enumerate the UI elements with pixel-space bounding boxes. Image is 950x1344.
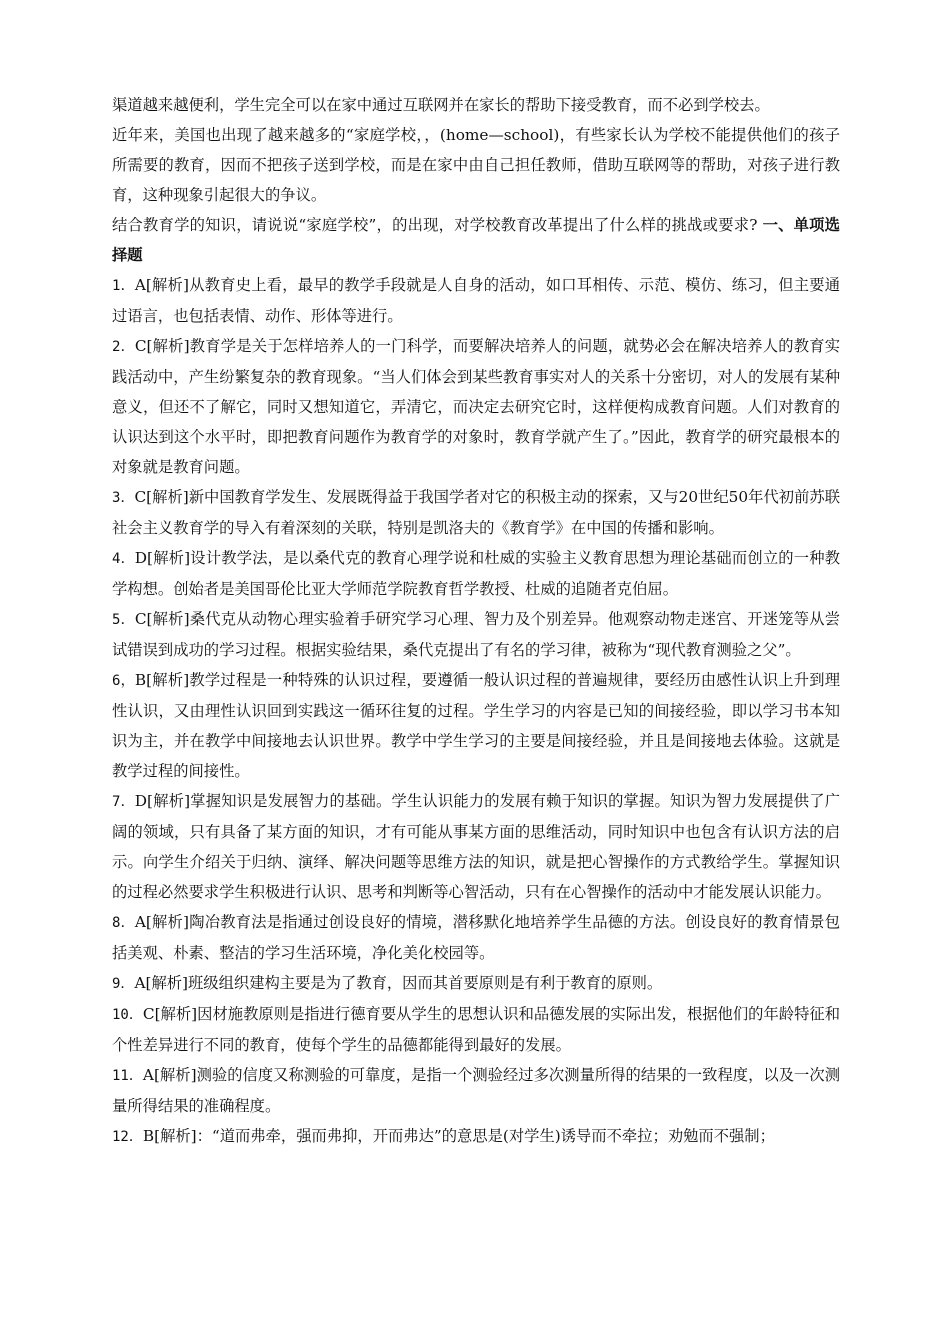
intro-line-1: 渠道越来越便利，学生完全可以在家中通过互联网并在家长的帮助下接受教育，而不必到学校去。 [112,96,770,114]
answer-item [112,968,840,999]
answer-text: A[解析]测验的信度又称测验的可靠度，是指一个测验经过多次测量所得的结果的一致程度，以及一次测量所得结果的准确程度。 [112,1066,840,1115]
answer-item [112,331,840,482]
answer-number: 9． [112,976,135,992]
answer-number: 11． [112,1068,143,1084]
answer-number: 3． [112,490,135,506]
answer-number: 8． [112,915,135,931]
answer-text: D[解析]设计教学法，是以桑代克的教育心理学说和杜威的实验主义教育思想为理论基础而创立的一种教学构想。创始者是美国哥伦比亚大学师范学院教育哲学教授、杜威的追随者克伯屈。 [112,549,841,598]
answer-text: C[解析]教育学是关于怎样培养人的一门科学，而要解决培养人的问题，就势必会在解决培养人的教育实践活动中，产生纷繁复杂的教育现象。“当人们体会到某些教育事实对人的关系十分密切，对人的发展有某种意义，但还不了解它，同时又想知道它，弄清它，而决定去研究它时，这样便构成教育问题。人们对教育的认识达到这个水平时，即把教育问题作为教育学的对象时，教育学就产生了。”因此，教育学的研究最根本的对象就是教育问题。 [112,337,840,476]
answer-item [112,270,840,331]
section-heading: 一、单项选择题 [112,216,840,264]
answer-text: C[解析]桑代克从动物心理实验着手研究学习心理、智力及个别差异。他观察动物走迷宫、开迷笼等从尝试错误到成功的学习过程。根据实验结果，桑代克提出了有名的学习律，被称为“现代教育测验之父”。 [112,610,840,659]
answer-number: 10． [112,1007,143,1023]
answer-item [112,665,840,786]
answer-text: C[解析]因材施教原则是指进行德育要从学生的思想认识和品德发展的实际出发，根据他们的年龄特征和个性差异进行不同的教育，使每个学生的品德都能得到最好的发展。 [112,1005,840,1054]
answer-item [112,999,840,1060]
answer-number: 2． [112,339,135,355]
answer-item [112,786,840,907]
answer-number: 1． [112,278,135,294]
document-page [112,90,840,1152]
answer-text: A[解析]陶冶教育法是指通过创设良好的情境，潜移默化地培养学生品德的方法。创设良好的教育情景包括美观、朴素、整洁的学习生活环境，净化美化校园等。 [112,913,840,962]
answer-item [112,907,840,968]
intro-line-2: 近年来，美国也出现了越来越多的“家庭学校，，(home—school)，有些家长认为学校不能提供他们的孩子所需要的教育，因而不把孩子送到学校，而是在家中由自己担任教师，借助互联网等的帮助，对孩子进行教育，这种现象引起很大的争议。 [112,126,840,204]
answer-text: C[解析]新中国教育学发生、发展既得益于我国学者对它的积极主动的探索，又与20世纪50年代初前苏联社会主义教育学的导入有着深刻的关联，特别是凯洛夫的《教育学》在中国的传播和影响。 [112,488,840,537]
answer-item [112,543,840,604]
answer-text: A[解析]班级组织建构主要是为了教育，因而其首要原则是有利于教育的原则。 [134,974,663,992]
answer-number: 5． [112,612,135,628]
answer-item [112,1060,840,1121]
answer-text: A[解析]从教育史上看，最早的教学手段就是人自身的活动，如口耳相传、示范、模仿、练习，但主要通过语言，也包括表情、动作、形体等进行。 [112,276,840,325]
answer-number: 4． [112,551,135,567]
answer-text: B[解析]：“道而弗牵，强而弗抑，开而弗达”的意思是(对学生)诱导而不牵拉；劝勉而不强制； [142,1127,775,1145]
answer-number: 7． [112,794,135,810]
answer-text: D[解析]掌握知识是发展智力的基础。学生认识能力的发展有赖于知识的掌握。知识为智力发展提供了广阔的领域，只有具备了某方面的知识，才有可能从事某方面的思维活动，同时知识中也包含有认识方法的启示。向学生介绍关于归纳、演绎、解决问题等思维方法的知识，就是把心智操作的方式教给学生。掌握知识的过程必然要求学生积极进行认识、思考和判断等心智活动，只有在心智操作的活动中才能发展认识能力。 [112,792,841,901]
answer-item [112,604,840,665]
question-text: 结合教育学的知识，请说说“家庭学校”，的出现，对学校教育改革提出了什么样的挑战或要求? [112,216,758,234]
answer-number: 12． [112,1129,143,1145]
question-paragraph [112,210,840,270]
answer-number: 6， [112,673,135,689]
answer-item [112,1121,840,1152]
answer-text: B[解析]教学过程是一种特殊的认识过程，要遵循一般认识过程的普遍规律，要经历由感性认识上升到理性认识，又由理性认识回到实践这一循环往复的过程。学生学习的内容是已知的间接经验，即以学习书本知识为主，并在教学中间接地去认识世界。教学中学生学习的主要是间接经验，并且是间接地去体验。这就是教学过程的间接性。 [112,671,840,780]
answer-item [112,482,840,543]
